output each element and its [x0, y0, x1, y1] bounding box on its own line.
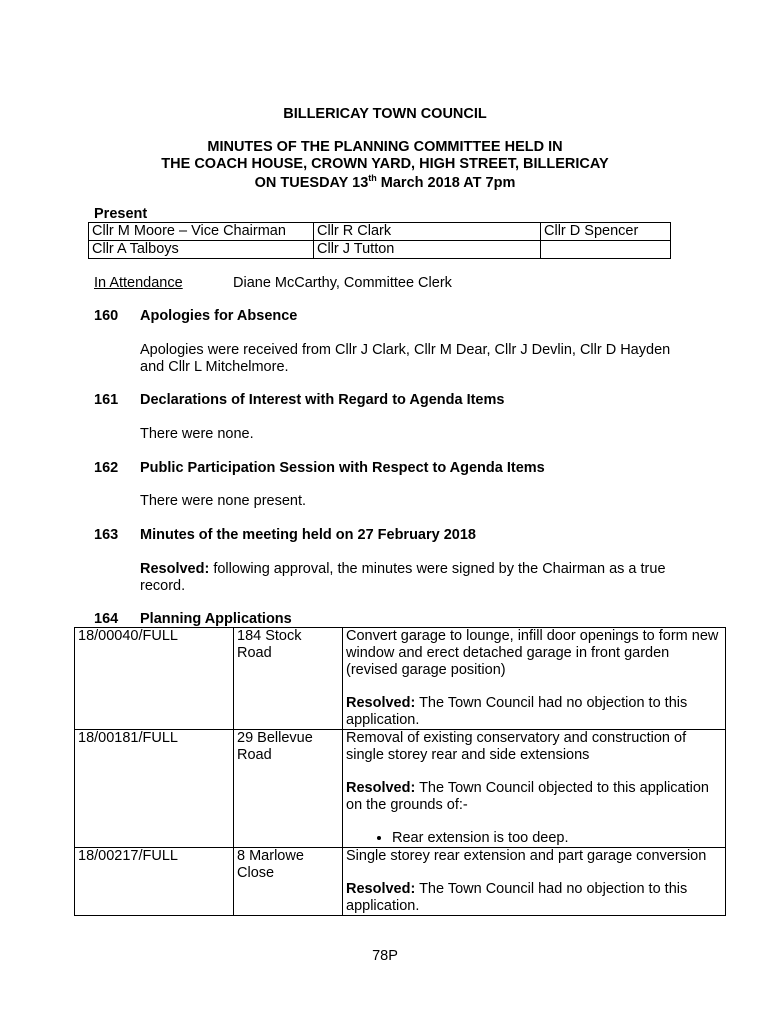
application-resolution: [346, 780, 722, 814]
application-description: Convert garage to lounge, infill door openings to form new window and erect detached garage in front garden (revised garage position): [346, 628, 719, 678]
resolved-label: Resolved:: [346, 780, 416, 796]
resolution-text: The Town Council had no objection to this application.: [346, 881, 688, 914]
item-title: Public Participation Session with Respect to Agenda Items: [140, 460, 545, 476]
council-title: BILLERICAY TOWN COUNCIL: [283, 106, 487, 122]
item-body: [140, 561, 680, 595]
resolution-text: The Town Council objected to this application on the grounds of:-: [346, 780, 709, 813]
item-number: 163: [94, 527, 119, 543]
present-row: [89, 223, 671, 241]
item-body: There were none.: [140, 426, 254, 442]
item-title: Planning Applications: [140, 611, 292, 627]
meeting-date-suffix: th: [368, 173, 377, 183]
present-cell: Cllr M Moore – Vice Chairman: [89, 223, 314, 241]
planning-applications-table: [74, 627, 726, 916]
application-ref: 18/00217/FULL: [75, 848, 234, 916]
application-resolution: [346, 881, 722, 915]
item-number: 162: [94, 460, 119, 476]
objection-item: • Rear extension is too deep.: [392, 830, 722, 847]
application-description: Single storey rear extension and part garage conversion: [346, 848, 707, 864]
present-heading: Present: [94, 206, 148, 222]
resolution-text: The Town Council had no objection to this application.: [346, 695, 688, 728]
present-table: [88, 222, 671, 259]
application-ref: 18/00181/FULL: [75, 730, 234, 848]
present-cell: Cllr D Spencer: [541, 223, 671, 241]
item-number: 160: [94, 308, 119, 324]
item-number: 164: [94, 611, 119, 627]
resolved-label: Resolved:: [346, 881, 416, 897]
meeting-date-pre: ON TUESDAY 13: [254, 174, 369, 191]
item-number: 161: [94, 392, 119, 408]
present-cell: [541, 241, 671, 259]
application-details: [343, 848, 726, 916]
resolved-label: Resolved:: [140, 561, 210, 577]
minutes-title-line3: [0, 173, 770, 191]
item-title: Apologies for Absence: [140, 308, 298, 324]
minutes-title-line2: THE COACH HOUSE, CROWN YARD, HIGH STREET, BILLERICAY: [161, 156, 609, 172]
application-address: 8 Marlowe Close: [234, 848, 343, 916]
attendance-value: Diane McCarthy, Committee Clerk: [233, 275, 452, 291]
application-description: Removal of existing conservatory and construction of single storey rear and side extensions: [346, 730, 687, 763]
application-address: 184 Stock Road: [234, 628, 343, 730]
minutes-title-line1: MINUTES OF THE PLANNING COMMITTEE HELD IN: [207, 139, 563, 155]
item-body: Apologies were received from Cllr J Clark, Cllr M Dear, Cllr J Devlin, Cllr D Hayden and Cllr L Mitchelmore.: [140, 342, 671, 375]
item-title: Minutes of the meeting held on 27 February 2018: [140, 527, 476, 543]
objection-list: [346, 830, 722, 847]
item-title: Declarations of Interest with Regard to Agenda Items: [140, 392, 505, 408]
table-row: [75, 848, 726, 916]
item-body: There were none present.: [140, 493, 307, 509]
application-details: [343, 730, 726, 848]
application-details: [343, 628, 726, 730]
present-cell: Cllr A Talboys: [89, 241, 314, 259]
meeting-date-post: March 2018 AT 7pm: [376, 174, 516, 191]
resolution-text: following approval, the minutes were signed by the Chairman as a true record.: [140, 561, 666, 594]
application-ref: 18/00040/FULL: [75, 628, 234, 730]
table-row: [75, 730, 726, 848]
application-address: 29 Bellevue Road: [234, 730, 343, 848]
page-number: 78P: [372, 948, 398, 964]
present-cell: Cllr J Tutton: [314, 241, 541, 259]
application-resolution: [346, 695, 722, 729]
resolved-label: Resolved:: [346, 695, 416, 711]
attendance-label: In Attendance: [94, 275, 183, 291]
present-row: [89, 241, 671, 259]
table-row: [75, 628, 726, 730]
present-cell: Cllr R Clark: [314, 223, 541, 241]
